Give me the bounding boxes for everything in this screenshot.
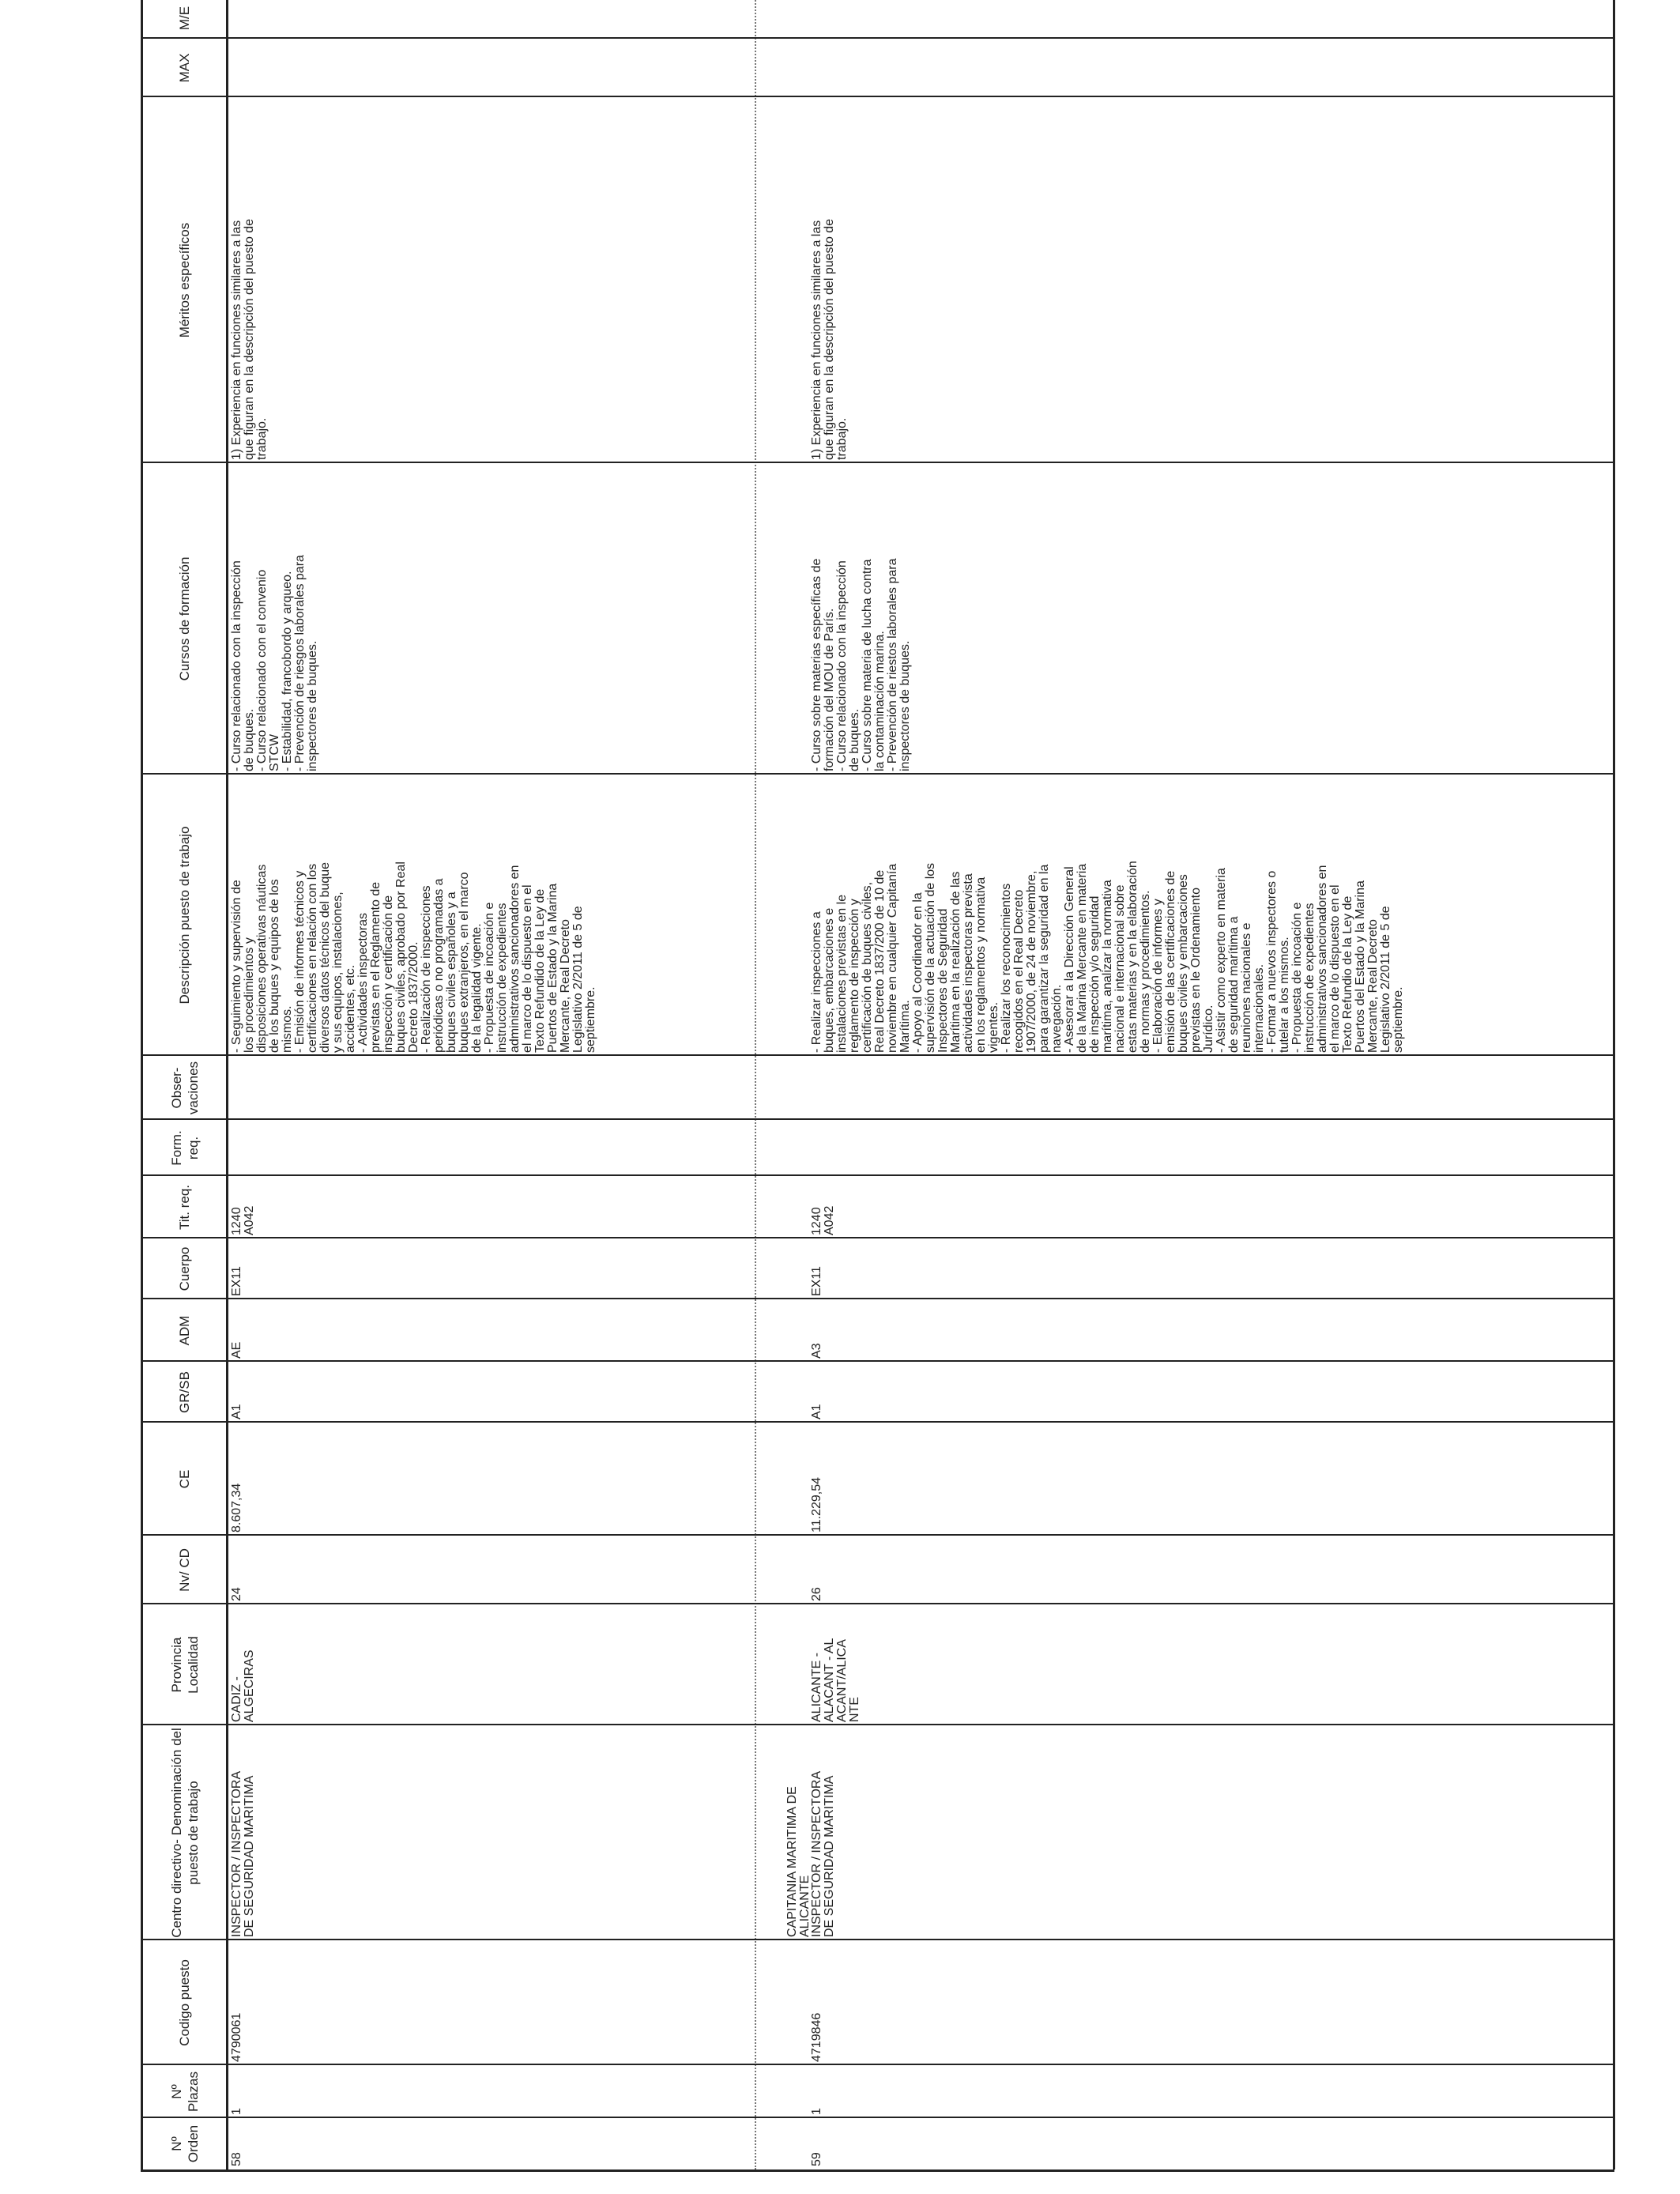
header-descripcion: Descripción puesto de trabajo: [177, 826, 192, 1005]
cell-codigo: 4719846: [810, 2012, 823, 2062]
cell-obs: [809, 1056, 812, 1120]
job-table: [141, 0, 1614, 2172]
cell-adm: A3: [810, 1343, 823, 1359]
column-divider: [143, 96, 1614, 97]
cell-tit: 1240 A042: [230, 1205, 256, 1235]
cell-meritos: 1) Experiencia en funciones similares a las que figuran en la descripción del puesto de trabajo.: [810, 218, 849, 460]
cell-form: [229, 1120, 232, 1176]
header-nivel: Nv/ CD: [177, 1548, 192, 1592]
header-ce: CE: [177, 1469, 192, 1489]
header-tit: Tit. req.: [177, 1185, 192, 1230]
cell-denominacion: INSPECTOR / INSPECTORA DE SEGURIDAD MARITIMA: [230, 1770, 256, 1937]
cell-nivel: 24: [230, 1587, 243, 1601]
cell-centro-heading: CAPITANIA MARITIMA DE ALICANTE: [785, 1786, 812, 1937]
cell-cuerpo: EX11: [230, 1266, 243, 1296]
cell-form: [809, 1120, 812, 1176]
cell-descripcion: - Seguimiento y supervisión de los procedimientos y disposiciones operativas náuticas de los buques y equipos de los mismos. - Emisión de informes técnicos y certificaciones en relación con los diversos datos técnicos del buque y sus equipos, instalaciones, accidentes, etc. - Actividades inspectoras previstas en el Reglamento de inspección y certificación de buques civiles, aprobado por Real Decreto 1837/2000. - Realización de inspecciones periódicas o no programadas a buques civiles españoles y a buques extranjeros, en el marco de la legalidad vigente. - Propuesta de incoación e instrucción de expedientes administrativos sancionadores en el marco de lo dispuesto en el Texto Refundido de la Ley de Puertos de Estado y la Marina Mercante, Real Decreto Legislativo 2/2011 de 5 de septiembre.: [230, 861, 597, 1053]
cell-cursos: - Curso relacionado con la inspección de buques. - Curso relacionado con el convenio STCW - Estabilidad, francobordo y arqueo. - Prevención de riesgos laborales para inspectores de buques.: [230, 555, 319, 771]
row-divider: [755, 0, 756, 2169]
column-divider: [143, 1054, 1614, 1056]
cell-cursos: - Curso sobre materias específicas de formación del MOU de París. - Curso relacionado con la inspección de buques. - Curso sobre materia de lucha contra la contaminación marina. - Prevención de riestos laborales para inspectores de buques.: [810, 558, 912, 771]
column-divider: [143, 1118, 1614, 1120]
column-divider: [143, 2064, 1614, 2065]
cell-nivel: 26: [810, 1587, 823, 1601]
header-provincia: Provincia Localidad: [168, 1636, 201, 1694]
cell-meritos: 1) Experiencia en funciones similares a las que figuran en la descripción del puesto de trabajo.: [230, 218, 269, 460]
column-divider: [143, 1724, 1614, 1725]
column-divider: [143, 37, 1614, 39]
header-meritos: Méritos específicos: [177, 222, 192, 338]
header-grsb: GR/SB: [177, 1371, 192, 1413]
cell-max: [809, 39, 812, 97]
cell-orden: 59: [810, 2152, 823, 2166]
cell-me: [809, 0, 812, 39]
cell-tit: 1240 A042: [810, 1205, 836, 1235]
column-divider: [143, 2117, 1614, 2118]
cell-grsb: A1: [230, 1404, 243, 1419]
column-divider: [143, 1237, 1614, 1238]
cell-max: [229, 39, 232, 97]
column-divider: [143, 1421, 1614, 1423]
cell-ce: 11.229,54: [810, 1477, 823, 1532]
column-divider: [143, 1360, 1614, 1362]
cell-descripcion: - Realizar inspecciones a buques, embarcaciones e instalaciones previstas en le reglamento de inspección y certificación de buques civiles, Real Decreto 1837/200 de 10 de noviembre en cualquier Capitanía Marítima. - Apoyo al Coordinador en la supervisión de la actuación de los Inspectores de Seguridad Marítima en la realización de las actividades inspectoras prevista en los reglamentos y normativa vigentes. - Realizar los reconocimientos recogidos en el Real Decreto 1907/2000, de 24 de noviembre, para garantizar la seguridad en la navegación. - Asesorar a la Dirección General de la Marina Mercante en materia de inspección y/o seguridad marítima, analizar la normativa nacional e internacional sobre estas materias y en la elaboración de normas y procedimientos. - Elaboración de informes y emisión de las certificaciones de buques civiles y embarcaciones previstas en le Ordenamiento Jurídico. - Asistir como experto en materia de seguridad marítima a reuniones nacionales e internacionales. - Formar a nuevos inspectores o tutelar a los mismos. - Propuesta de incoación e instrucción de expedientes administrativos sancionadores en el marco de lo dispuesto en el Texto Refundio de la Ley de Puertos del Estado y la Marina Mercante, Real Decreto Legislativo 2/2011 de 5 de septiembre.: [810, 861, 1405, 1053]
cell-plazas: 1: [230, 2108, 243, 2115]
cell-grsb: A1: [810, 1404, 823, 1419]
cell-obs: [229, 1056, 232, 1120]
cell-provincia: CADIZ - ALGECIRAS: [230, 1649, 256, 1722]
header-me: M/E: [177, 6, 192, 31]
column-divider: [143, 462, 1614, 463]
header-obs: Obser- vaciones: [168, 1061, 201, 1115]
header-adm: ADM: [177, 1315, 192, 1346]
column-divider: [143, 773, 1614, 775]
cell-orden: 58: [230, 2152, 243, 2166]
column-divider: [143, 1174, 1614, 1176]
column-divider: [143, 1534, 1614, 1536]
table-bottom-rule: [1613, 0, 1615, 2169]
column-divider: [143, 1603, 1614, 1604]
header-orden: Nº Orden: [168, 2124, 201, 2163]
header-cuerpo: Cuerpo: [177, 1246, 192, 1291]
column-divider: [143, 1298, 1614, 1299]
table-grid: [143, 0, 1614, 2169]
header-form: Form. req.: [168, 1130, 201, 1166]
cell-cuerpo: EX11: [810, 1266, 823, 1296]
header-centro: Centro directivo- Denominación del puesto de trabajo: [168, 1728, 201, 1938]
header-codigo: Codigo puesto: [177, 1959, 192, 2046]
cell-plazas: 1: [810, 2108, 823, 2115]
header-max: MAX: [177, 53, 192, 83]
cell-ce: 8.607,34: [230, 1483, 243, 1532]
cell-provincia: ALICANTE - ALACANT - AL ACANT/ALICA NTE: [810, 1638, 861, 1722]
cell-denominacion: INSPECTOR / INSPECTORA DE SEGURIDAD MARITIMA: [810, 1770, 836, 1937]
cell-me: [229, 0, 232, 39]
header-cursos: Cursos de formación: [177, 556, 192, 681]
header-divider: [226, 0, 228, 2169]
header-plazas: Nº Plazas: [168, 2071, 201, 2113]
cell-adm: AE: [230, 1341, 243, 1359]
cell-codigo: 4790061: [230, 2012, 243, 2062]
rotated-table-page: [126, 0, 1614, 2194]
column-divider: [143, 1939, 1614, 1940]
